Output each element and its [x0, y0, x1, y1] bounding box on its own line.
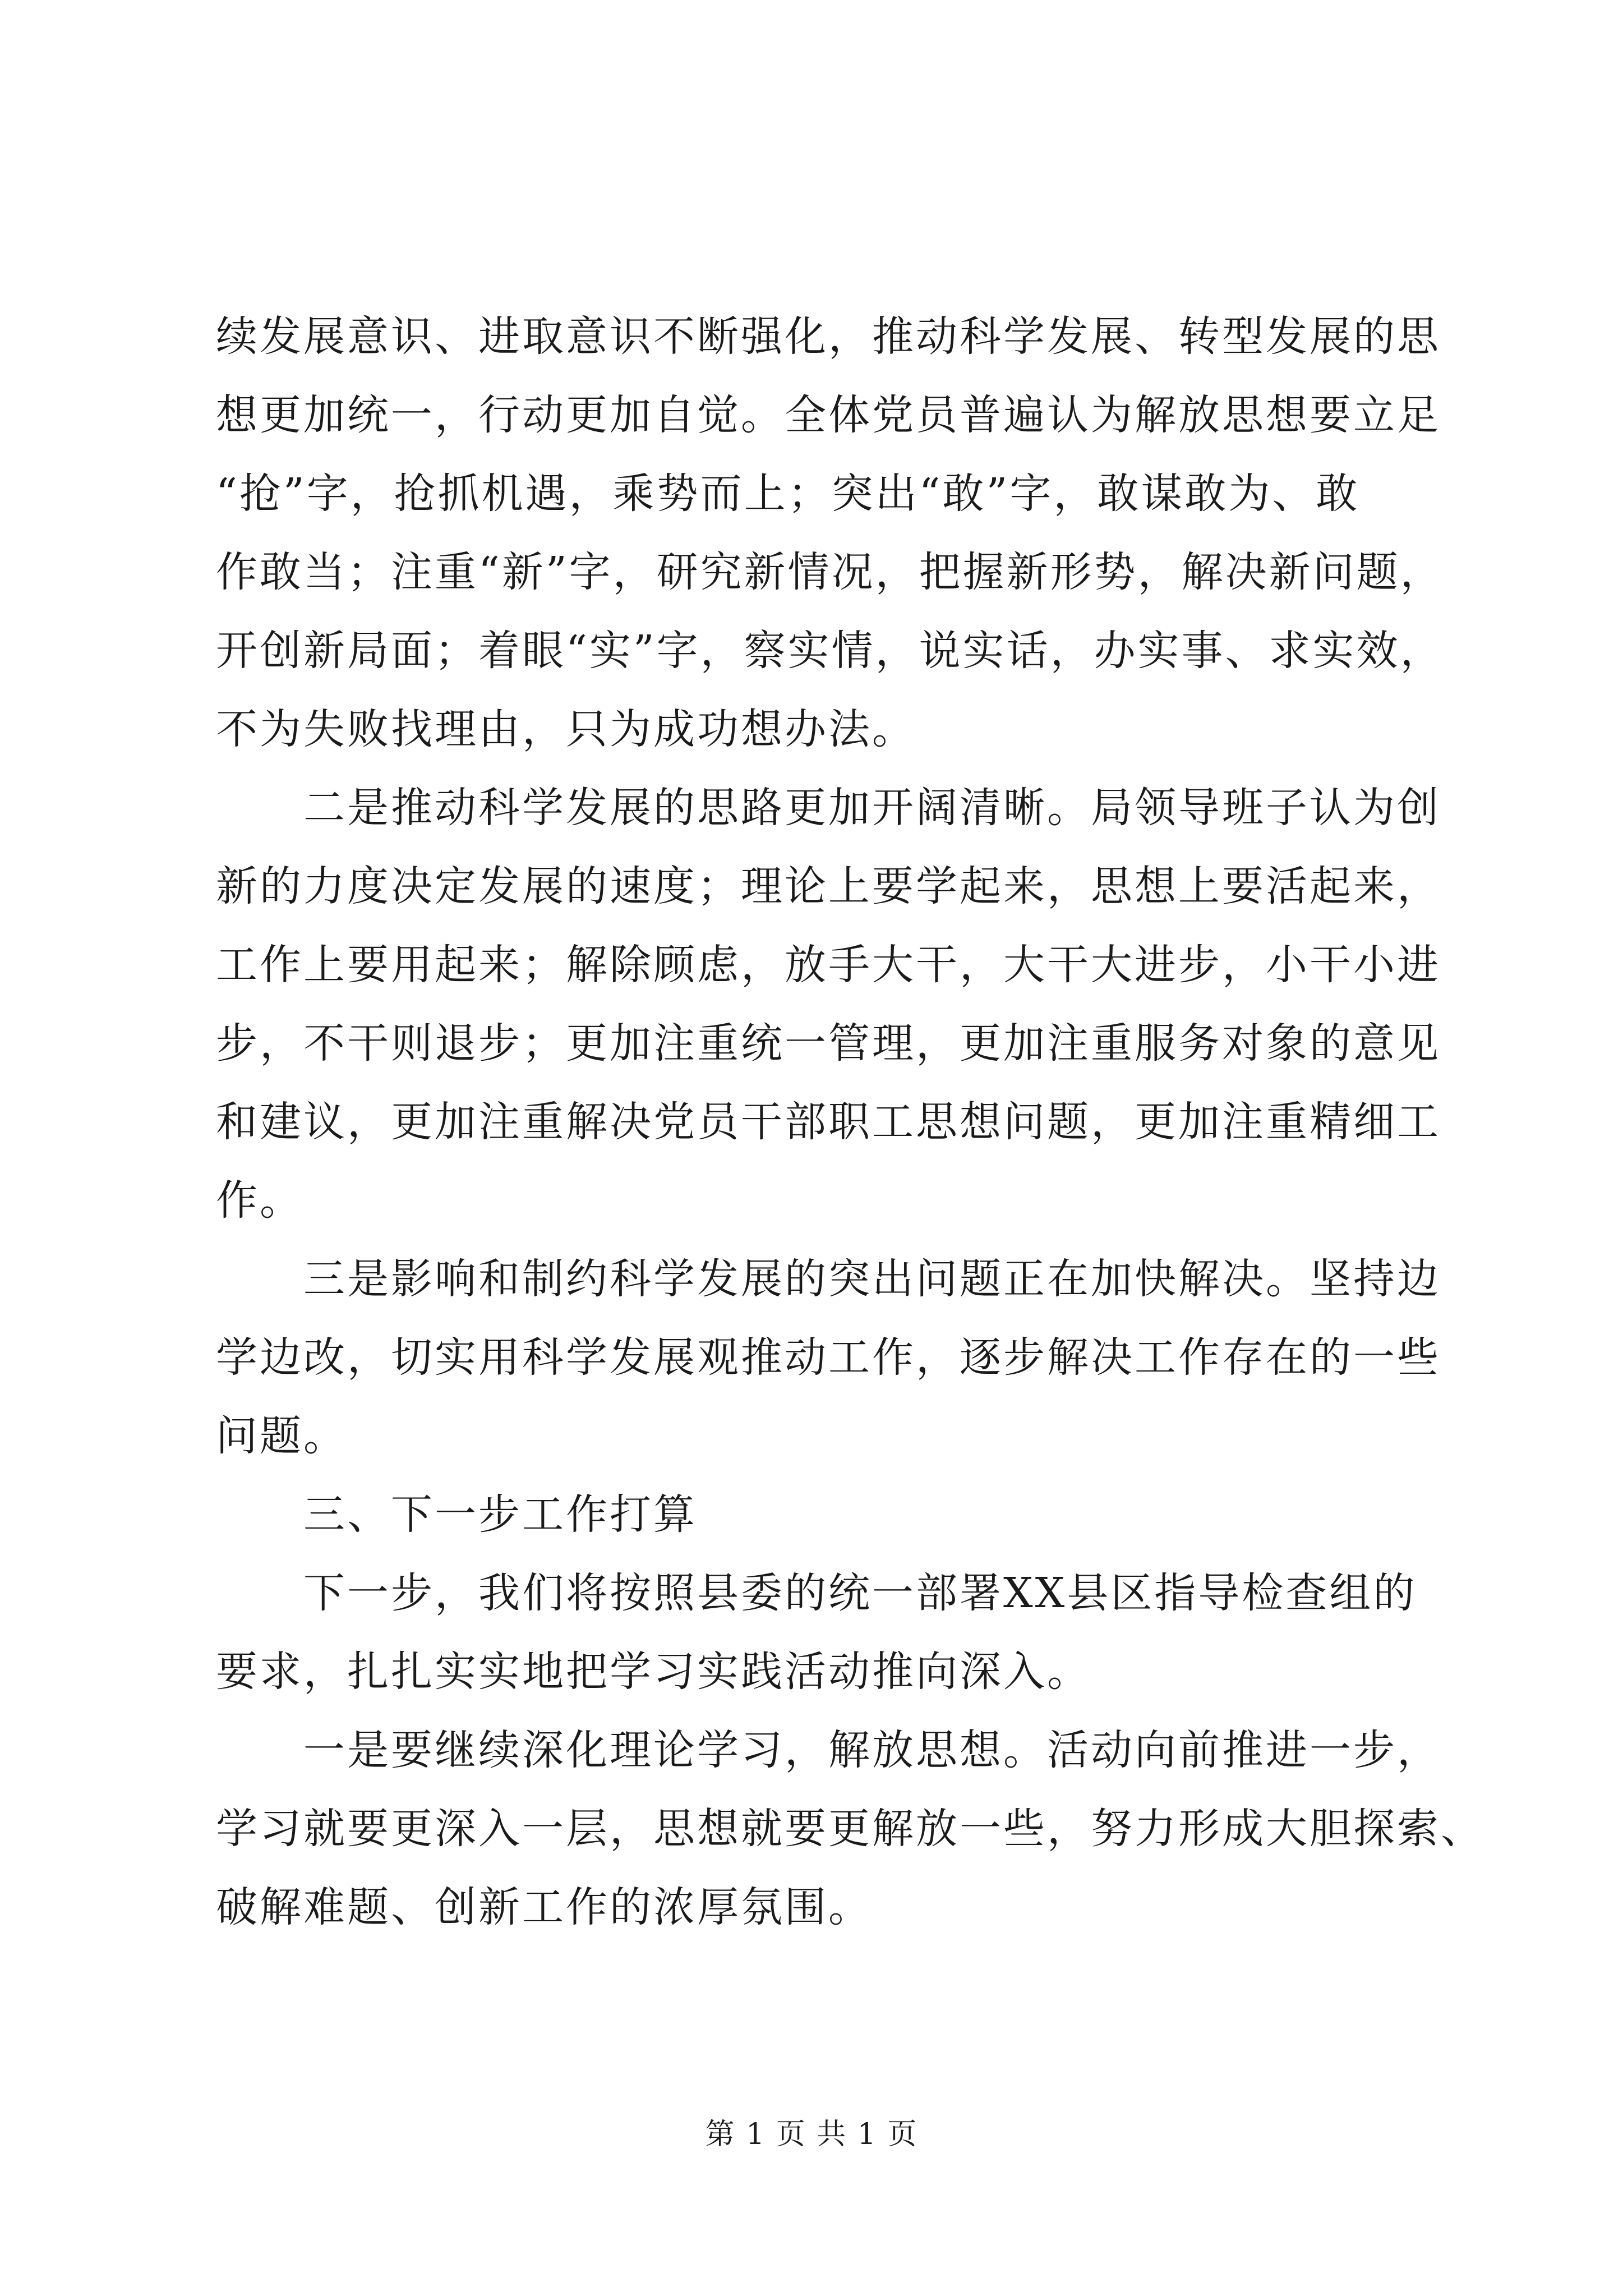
text-line: 要求，扎扎实实地把学习实践活动推向深入。 [216, 1648, 1091, 1696]
text-line: “抢”字，抢抓机遇，乘势而上；突出“敢”字，敢谋敢为、敢 [216, 470, 1360, 518]
text-line: 三是影响和制约科学发展的突出问题正在加快解决。坚持边 [216, 1255, 1441, 1303]
text-line: 开创新局面；着眼“实”字，察实情，说实话，办实事、求实效， [216, 627, 1444, 675]
page-footer: 第 1 页 共 1 页 [705, 2118, 918, 2151]
text-line: 和建议，更加注重解决党员干部职工思想问题，更加注重精细工 [216, 1098, 1441, 1146]
text-line: 下一步，我们将按照县委的统一部署XX县区指导检查组的 [216, 1569, 1417, 1617]
text-line: 学边改，切实用科学发展观推动工作，逐步解决工作存在的一些 [216, 1333, 1441, 1382]
text-line: 作。 [216, 1176, 303, 1225]
text-line: 二是推动科学发展的思路更加开阔清晰。局领导班子认为创 [216, 784, 1441, 832]
text-line: 想更加统一，行动更加自觉。全体党员普遍认为解放思想要立足 [216, 391, 1441, 439]
document-body [216, 297, 1484, 1947]
section-heading: 三、下一步工作打算 [216, 1490, 697, 1539]
text-line: 一是要继续深化理论学习，解放思想。活动向前推进一步， [216, 1726, 1441, 1774]
text-line: 学习就要更深入一层，思想就要更解放一些，努力形成大胆探索、 [216, 1805, 1484, 1853]
text-line: 步，不干则退步；更加注重统一管理，更加注重服务对象的意见 [216, 1019, 1441, 1068]
text-line: 问题。 [216, 1412, 347, 1460]
text-line: 作敢当；注重“新”字，研究新情况，把握新形势，解决新问题， [216, 548, 1444, 596]
text-line: 续发展意识、进取意识不断强化，推动科学发展、转型发展的思 [216, 312, 1441, 361]
text-line: 工作上要用起来；解除顾虑，放手大干，大干大进步，小干小进 [216, 941, 1441, 989]
text-line: 新的力度决定发展的速度；理论上要学起来，思想上要活起来， [216, 862, 1441, 910]
text-line: 破解难题、创新工作的浓厚氛围。 [216, 1883, 872, 1931]
text-line: 不为失败找理由，只为成功想办法。 [216, 705, 916, 753]
